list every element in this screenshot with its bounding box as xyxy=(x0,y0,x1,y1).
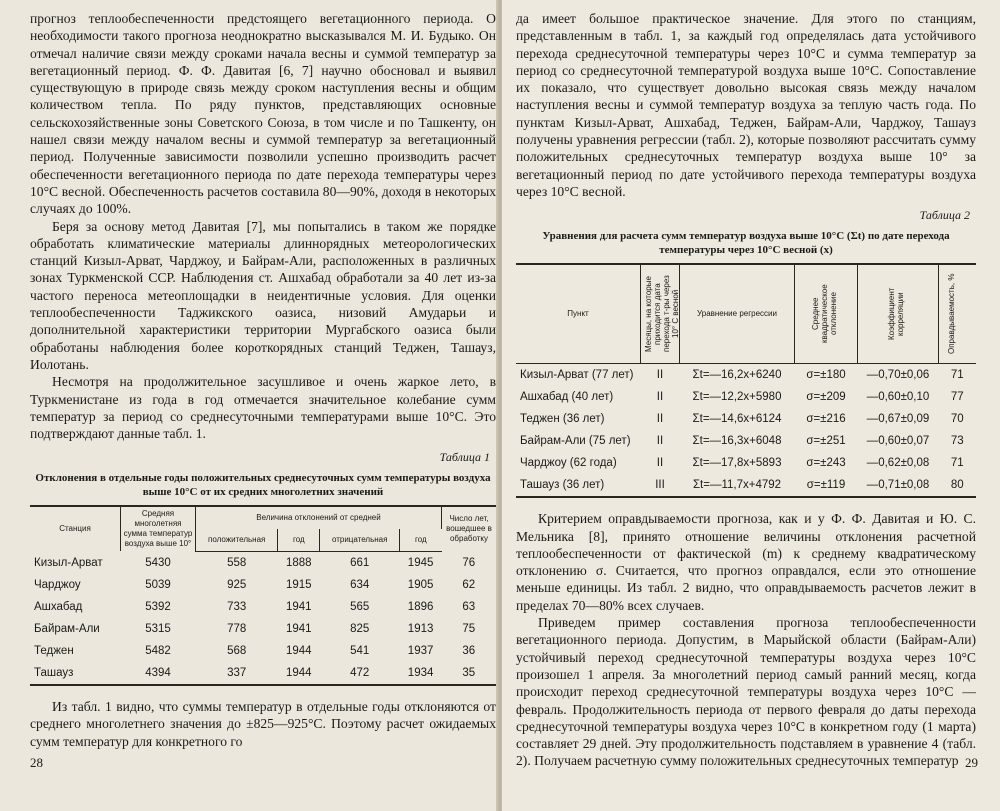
table-row xyxy=(516,408,976,430)
t1-header-years: Число лет, вошедшее в обработку xyxy=(446,514,492,544)
table-row xyxy=(30,618,496,640)
right-column xyxy=(516,10,976,770)
table-row xyxy=(516,364,976,387)
table-1-title: Отклонения в отдельные годы положительных среднесуточных сумм температуры воздуха выше 10°С от их средних многолетних значений xyxy=(35,472,491,499)
table-row xyxy=(30,640,496,662)
t2-just: 71 xyxy=(950,457,964,470)
t2-corr: —0,67±0,09 xyxy=(866,413,930,426)
t2-equation: Σt=—12,2x+5980 xyxy=(692,391,782,404)
t2-header-sigma xyxy=(795,264,858,364)
left-paragraph-2: Беря за основу метод Давитая [7], мы попытались в таком же порядке обработать климатические материалы длиннорядных метеорологических станций Кизыл-Арват, Чарджоу, и Байрам-Али, расположенных в различных зонах Туркменской ССР. Наблюдения ст. Ашхабад обработали за 40 лет из-за частого переноса метеоплощадки в неидентичные условия. Для оценки теплообеспеченности Таджикского оазиса, низовий Амударьи и дополнительной характеристики территории Мургабского оазиса были обработаны наблюдения более короткорядных станций Теджен, Ташауз, Иолотань. xyxy=(30,218,496,372)
t1-neg-year: 1934 xyxy=(407,666,434,679)
table-row xyxy=(516,474,976,497)
table-2-title: Уравнения для расчета сумм температур воздуха выше 10°С (Σt) по дате перехода температуры через 10°С весной (x) xyxy=(542,230,950,257)
t1-neg-year: 1913 xyxy=(407,622,434,635)
table-row xyxy=(516,452,976,474)
t1-pos-year: 1944 xyxy=(286,644,312,657)
t2-sigma: σ=±243 xyxy=(806,457,846,470)
t1-pos: 558 xyxy=(227,556,247,569)
table-row xyxy=(30,596,496,618)
t1-neg: 661 xyxy=(350,556,370,569)
right-paragraph-3: Приведем пример составления прогноза теплообеспеченности вегетационного периода. Допустим, в Марыйской области (Байрам-Али) устойчивый переход среднесуточной температуры воздуха через 10°С произошел 1 апреля. За многолетний период самый ранний месяц, когда происходит переход среднесуточной температуры воздуха через 10°С — февраль. Продолжительность периода от первого февраля до даты перехода среднесуточной температуры воздуха через 10°С в конкретном году (1 марта) составляет 29 дней. Эту продолжительность подставляем в уравнение 4 (табл. 2). Получаем расчетную сумму положительных среднесуточных температур xyxy=(516,615,976,769)
t2-just: 73 xyxy=(950,435,964,448)
t2-month: III xyxy=(655,479,665,492)
t1-years: 75 xyxy=(462,622,476,635)
t1-avg: 5392 xyxy=(145,600,171,613)
t2-equation: Σt=—16,3x+6048 xyxy=(692,435,782,448)
table-row xyxy=(30,662,496,685)
t2-corr: —0,71±0,08 xyxy=(866,479,930,492)
t1-years: 63 xyxy=(462,600,476,613)
t1-avg: 5315 xyxy=(145,622,171,635)
left-column xyxy=(30,10,496,750)
t2-point: Байрам-Али (75 лет) xyxy=(520,435,631,448)
t2-corr: —0,62±0,08 xyxy=(866,457,930,470)
t2-equation: Σt=—14,6x+6124 xyxy=(692,413,782,426)
table-1 xyxy=(30,505,496,686)
t1-neg: 634 xyxy=(350,578,370,591)
t1-header-positive: положительная xyxy=(196,529,278,551)
t1-header-negative: отрицательная xyxy=(320,529,400,551)
page-number-right: 29 xyxy=(965,755,978,770)
t2-corr: —0,60±0,10 xyxy=(866,391,930,404)
t2-header-just-text: Оправдываемость, % xyxy=(946,274,956,355)
t2-sigma: σ=±216 xyxy=(806,413,846,426)
t1-neg: 472 xyxy=(350,666,370,679)
table-row xyxy=(516,430,976,452)
t2-just: 77 xyxy=(950,391,964,404)
t2-point: Ашхабад (40 лет) xyxy=(520,391,614,404)
t2-point: Кизыл-Арват (77 лет) xyxy=(520,369,634,382)
t1-pos: 568 xyxy=(227,644,247,657)
t2-equation: Σt=—11,7x+4792 xyxy=(692,479,782,492)
t1-station: Теджен xyxy=(34,644,74,657)
t1-header-avg: Средняя многолетняя сумма температур воздуха выше 10° xyxy=(121,506,196,551)
t2-equation: Σt=—16,2x+6240 xyxy=(692,369,782,382)
t2-just: 70 xyxy=(950,413,964,426)
t1-neg-year: 1937 xyxy=(407,644,434,657)
t2-month: II xyxy=(656,413,664,426)
t1-neg: 565 xyxy=(350,600,370,613)
table-2 xyxy=(516,263,976,498)
t1-station: Чарджоу xyxy=(34,578,81,591)
t2-header-corr-text: Коэффициент корреляции xyxy=(887,288,905,341)
right-paragraph-1: да имеет большое практическое значение. Для этого по станциям, представленным в табл. 1, за каждый год определялась дата устойчивого перехода среднесуточной температуры через 10°С и сумма температур за период со среднесуточной температурой воздуха выше 10°С. Сопоставление их показало, что существует довольно высокая связь между началом наступления весны и суммой температур воздуха за теплую часть года. По пунктам Кизыл-Арват, Ашхабад, Теджен, Байрам-Али, Чарджоу, Ташауз получены уравнения регрессии (табл. 2), которые позволяют рассчитать сумму положительных среднесуточных температур воздуха выше 10° за вегетационный период по дате устойчивого перехода температуры воздуха через 10°С весной. xyxy=(516,11,976,199)
table-row xyxy=(30,574,496,596)
t1-years: 62 xyxy=(462,578,476,591)
table-2-label: Таблица 2 xyxy=(919,208,970,223)
t1-station: Байрам-Али xyxy=(34,622,100,635)
t2-equation: Σt=—17,8x+5893 xyxy=(692,457,782,470)
t2-corr: —0,70±0,06 xyxy=(866,369,930,382)
t2-point: Ташауз (36 лет) xyxy=(520,479,605,492)
t2-header-sigma-text: Среднее квадратическое отклонение xyxy=(811,284,838,344)
left-paragraph-1: прогноз теплообеспеченности предстоящего вегетационного периода. О необходимости такого прогноза неоднократно высказывался М. И. Будыко. Он отмечал наличие связи между сроками начала весны и суммой температур за вегетационный период. Ф. Ф. Давитая [6, 7] научно обосновал и выявил существующую в природе связь между сроком наступления весны и общим количеством тепла. По ряду пунктов, представляющих основные сельскохозяйственные зоны Советского Союза, в том числе и по Ташкенту, он нашел связи между началом весны и суммой температур за вегетационный период. Полученные зависимости позволили успешно производить расчет обеспеченности вегетационного периода по дате перехода температуры через 10°С весной. Обеспеченность расчетов составила 80—90%, доходя в некоторых случаях до 100%. xyxy=(30,11,496,217)
t2-header-just xyxy=(939,264,977,364)
t1-pos: 925 xyxy=(227,578,247,591)
t1-pos: 733 xyxy=(227,600,247,613)
t1-pos-year: 1944 xyxy=(286,666,312,679)
t1-station: Ташауз xyxy=(34,666,74,679)
t1-pos-year: 1888 xyxy=(286,556,312,569)
t2-just: 71 xyxy=(950,369,964,382)
t1-header-deviation: Величина отклонений от средней xyxy=(196,506,442,529)
t2-header-month xyxy=(641,264,680,364)
t2-point: Теджен (36 лет) xyxy=(520,413,605,426)
t1-pos: 778 xyxy=(227,622,247,635)
t1-avg: 5482 xyxy=(145,644,171,657)
t2-header-equation: Уравнение регрессии xyxy=(680,264,795,364)
t1-neg: 541 xyxy=(350,644,370,657)
page-number-left: 28 xyxy=(30,755,43,770)
t1-years: 36 xyxy=(462,644,476,657)
right-page xyxy=(502,0,1000,811)
t2-sigma: σ=±209 xyxy=(806,391,846,404)
t1-years: 35 xyxy=(462,666,476,679)
t1-neg-year: 1945 xyxy=(407,556,434,569)
t2-sigma: σ=±119 xyxy=(806,479,846,492)
t1-header-station: Станция xyxy=(30,506,121,551)
t1-station: Ашхабад xyxy=(34,600,83,613)
t2-month: II xyxy=(656,435,664,448)
t2-just: 80 xyxy=(950,479,964,492)
t1-pos-year: 1941 xyxy=(286,622,312,635)
table-row xyxy=(30,551,496,574)
t2-corr: —0,60±0,07 xyxy=(866,435,930,448)
t2-month: II xyxy=(656,369,664,382)
t2-sigma: σ=±180 xyxy=(806,369,846,382)
t2-header-point: Пункт xyxy=(516,264,641,364)
t1-station: Кизыл-Арват xyxy=(34,556,103,569)
table-row xyxy=(516,386,976,408)
t2-point: Чарджоу (62 года) xyxy=(520,457,617,470)
table-1-label: Таблица 1 xyxy=(439,450,490,465)
t1-neg-year: 1896 xyxy=(407,600,434,613)
t2-header-month-text: Месяцы, на которые приходится дата перехода т-ры через 10° С весной xyxy=(644,275,680,353)
left-paragraph-4: Из табл. 1 видно, что суммы температур в отдельные годы отклоняются от среднего многолетнего значения до ±825—925°С. Поэтому расчет ожидаемых сумм температур для конкретного го xyxy=(30,698,496,749)
t1-header-year2: год xyxy=(400,529,442,551)
right-paragraph-2: Критерием оправдываемости прогноза, как и у Ф. Ф. Давитая и Ю. С. Мельника [8], принято отношение величины отклонения расчетной теплообеспеченности от фактической (m) к среднему квадратическому отклонению σ. Считается, что прогноз оправдался, если это отношение меньше единицы. Из табл. 2 видно, что оправдываемость расчетов лежит в пределах 70—80% всех случаев. xyxy=(516,511,976,613)
t2-month: II xyxy=(656,457,664,470)
t1-avg: 4394 xyxy=(145,666,171,679)
t1-neg: 825 xyxy=(350,622,370,635)
t1-avg: 5039 xyxy=(145,578,171,591)
t1-avg: 5430 xyxy=(145,556,171,569)
left-page xyxy=(0,0,498,811)
t2-sigma: σ=±251 xyxy=(806,435,846,448)
t1-header-year: год xyxy=(278,529,320,551)
left-paragraph-3: Несмотря на продолжительное засушливое и очень жаркое лето, в Туркменистане из года в год отмечается значительное колебание сумм температур за период со среднесуточными температурами выше 10°С. Это подтверждают данные табл. 1. xyxy=(30,374,496,442)
t2-header-corr xyxy=(858,264,939,364)
t1-pos-year: 1915 xyxy=(286,578,312,591)
t1-years: 76 xyxy=(462,556,476,569)
t1-pos-year: 1941 xyxy=(286,600,312,613)
t1-neg-year: 1905 xyxy=(407,578,434,591)
t2-month: II xyxy=(656,391,664,404)
t1-pos: 337 xyxy=(227,666,247,679)
